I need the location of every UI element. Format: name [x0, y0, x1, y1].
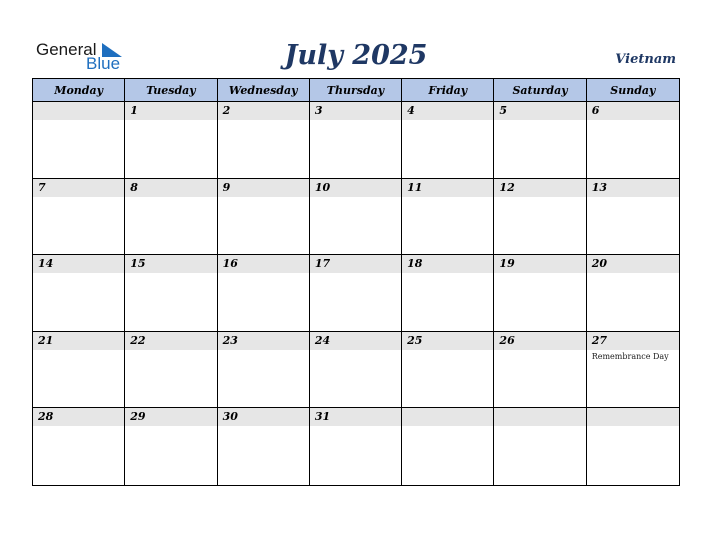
day-number: 21 — [33, 332, 124, 350]
day-cell — [402, 179, 494, 256]
day-cell — [218, 408, 310, 485]
day-cell — [33, 332, 125, 409]
day-number: 19 — [494, 255, 585, 273]
day-cell — [310, 408, 402, 485]
day-number: 8 — [125, 179, 216, 197]
day-cell — [33, 102, 125, 179]
day-number: 16 — [218, 255, 309, 273]
day-number: 9 — [218, 179, 309, 197]
weekday-header: Sunday — [587, 79, 679, 102]
day-cell — [125, 179, 217, 256]
day-number: 15 — [125, 255, 216, 273]
day-cell — [125, 332, 217, 409]
day-number: 20 — [587, 255, 679, 273]
weekday-header: Tuesday — [125, 79, 217, 102]
day-number: 31 — [310, 408, 401, 426]
day-number: 27 — [587, 332, 679, 350]
day-number — [494, 408, 585, 426]
day-cell — [310, 179, 402, 256]
weekday-header: Friday — [402, 79, 494, 102]
day-cell — [310, 102, 402, 179]
day-cell — [33, 408, 125, 485]
day-cell — [402, 255, 494, 332]
day-number: 6 — [587, 102, 679, 120]
day-cell — [218, 102, 310, 179]
day-cell — [125, 408, 217, 485]
day-number: 3 — [310, 102, 401, 120]
day-number — [402, 408, 493, 426]
day-number: 2 — [218, 102, 309, 120]
logo-text-general: General — [36, 40, 97, 59]
day-number: 17 — [310, 255, 401, 273]
day-cell — [125, 102, 217, 179]
day-number: 22 — [125, 332, 216, 350]
day-number: 13 — [587, 179, 679, 197]
day-cell — [402, 408, 494, 485]
day-number: 28 — [33, 408, 124, 426]
day-cell — [310, 332, 402, 409]
day-cell — [218, 255, 310, 332]
day-number — [587, 408, 679, 426]
day-number: 10 — [310, 179, 401, 197]
day-number: 12 — [494, 179, 585, 197]
day-number: 23 — [218, 332, 309, 350]
day-number: 7 — [33, 179, 124, 197]
weekday-header: Wednesday — [218, 79, 310, 102]
holiday-label: Remembrance Day — [591, 351, 669, 361]
weekday-header: Monday — [33, 79, 125, 102]
day-cell — [218, 179, 310, 256]
day-cell — [494, 102, 586, 179]
day-number: 25 — [402, 332, 493, 350]
day-cell — [33, 255, 125, 332]
day-cell — [494, 332, 586, 409]
day-cell — [33, 179, 125, 256]
day-number: 5 — [494, 102, 585, 120]
day-cell — [587, 102, 679, 179]
day-cell — [587, 408, 679, 485]
day-cell — [587, 179, 679, 256]
day-number: 26 — [494, 332, 585, 350]
day-number: 30 — [218, 408, 309, 426]
day-cell — [402, 102, 494, 179]
day-number: 11 — [402, 179, 493, 197]
day-cell — [494, 408, 586, 485]
day-cell — [310, 255, 402, 332]
day-cell — [494, 179, 586, 256]
weekday-header: Thursday — [310, 79, 402, 102]
day-cell — [218, 332, 310, 409]
weekday-header: Saturday — [494, 79, 586, 102]
logo-text-blue: Blue — [86, 54, 121, 73]
day-cell — [587, 255, 679, 332]
calendar-title: July 2025 — [284, 40, 428, 71]
day-number: 14 — [33, 255, 124, 273]
country-label: Vietnam — [615, 52, 676, 67]
day-number: 29 — [125, 408, 216, 426]
day-cell — [402, 332, 494, 409]
calendar-grid — [32, 78, 680, 486]
day-number: 18 — [402, 255, 493, 273]
day-cell — [125, 255, 217, 332]
day-number — [33, 102, 124, 120]
day-cell — [587, 332, 679, 409]
day-number: 4 — [402, 102, 493, 120]
day-number: 24 — [310, 332, 401, 350]
day-cell — [494, 255, 586, 332]
day-number: 1 — [125, 102, 216, 120]
